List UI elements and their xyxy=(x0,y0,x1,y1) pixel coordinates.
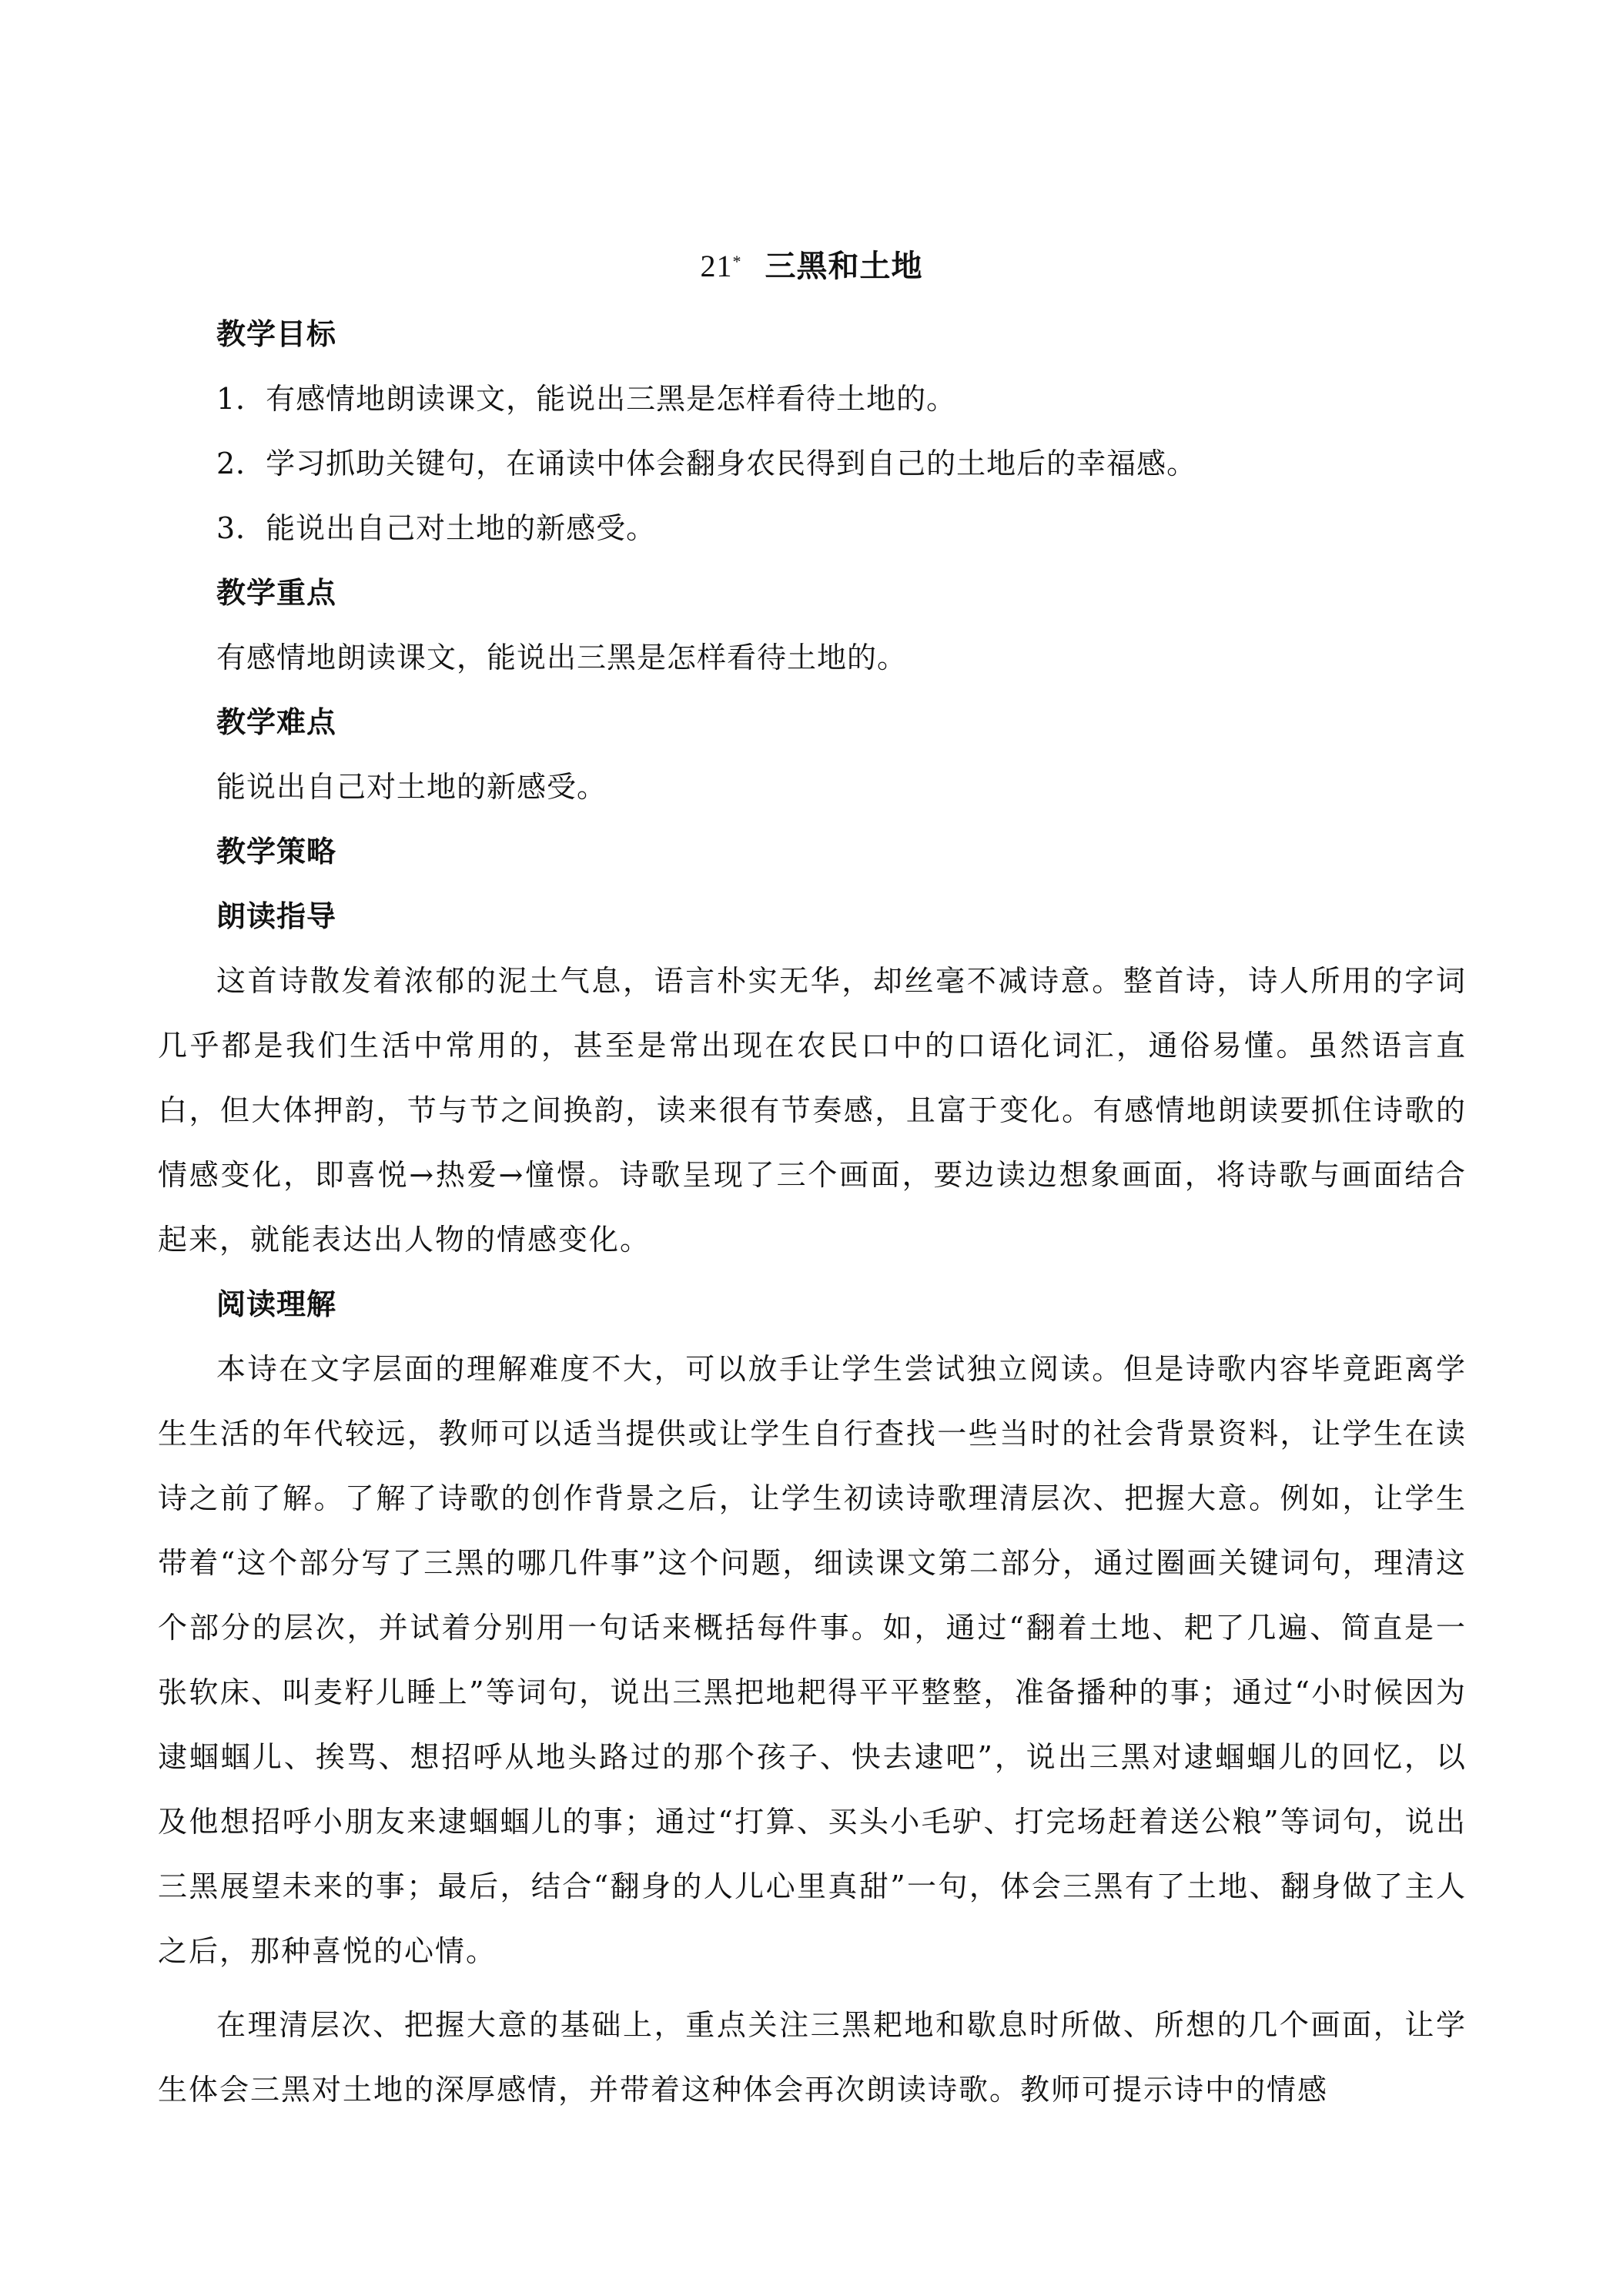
strategy-heading: 教学策略 xyxy=(216,835,337,869)
comprehension-heading: 阅读理解 xyxy=(216,1287,337,1321)
reading-guide-heading: 朗读指导 xyxy=(216,899,337,933)
goal-item: 1．有感情地朗读课文，能说出三黑是怎样看待土地的。 xyxy=(216,382,957,416)
optional-lesson-mark: * xyxy=(732,252,742,271)
comprehension-paragraph: 本诗在文字层面的理解难度不大，可以放手让学生尝试独立阅读。但是诗歌内容毕竟距离学生生活的年代较远，教师可以适当提供或让学生自行查找一些当时的社会背景资料，让学生在读诗之前了解。了解了诗歌的创作背景之后，让学生初读诗歌理清层次、把握大意。例如，让学生带着“这个部分写了三黑的哪几件事”这个问题，细读课文第二部分，通过圈画关键词句，理清这个部分的层次，并试着分别用一句话来概括每件事。如，通过“翻着土地、耙了几遍、简直是一张软床、叫麦籽儿睡上”等词句，说出三黑把地耙得平平整整，准备播种的事；通过“小时候因为逮蝈蝈儿、挨骂、想招呼从地头路过的那个孩子、快去逮吧”，说出三黑对逮蝈蝈儿的回忆，以及他想招呼小朋友来逮蝈蝈儿的事；通过“打算、买头小毛驴、打完场赶着送公粮”等词句，说出三黑展望未来的事；最后，结合“翻身的人儿心里真甜”一句，体会三黑有了土地、翻身做了主人之后，那种喜悦的心情。 xyxy=(158,1352,1467,1968)
key-points-text: 有感情地朗读课文，能说出三黑是怎样看待土地的。 xyxy=(216,641,908,674)
goal-item: 2．学习抓助关键句，在诵读中体会翻身农民得到自己的土地后的幸福感。 xyxy=(216,447,1197,480)
document-body xyxy=(158,302,1467,2122)
goals-heading: 教学目标 xyxy=(216,317,337,351)
difficulty-heading: 教学难点 xyxy=(216,705,337,739)
difficulty-text: 能说出自己对土地的新感受。 xyxy=(216,770,607,804)
lesson-title-text: 三黑和土地 xyxy=(765,249,923,284)
key-points-heading: 教学重点 xyxy=(216,576,337,610)
reading-guide-paragraph: 这首诗散发着浓郁的泥土气息，语言朴实无华，却丝毫不减诗意。整首诗，诗人所用的字词几乎都是我们生活中常用的，甚至是常出现在农民口中的口语化词汇，通俗易懂。虽然语言直白，但大体押韵，节与节之间换韵，读来很有节奏感，且富于变化。有感情地朗读要抓住诗歌的情感变化，即喜悦→热爱→憧憬。诗歌呈现了三个画面，要边读边想象画面，将诗歌与画面结合起来，就能表达出人物的情感变化。 xyxy=(158,964,1467,1257)
comprehension-paragraph: 在理清层次、把握大意的基础上，重点关注三黑耙地和歇息时所做、所想的几个画面，让学生体会三黑对土地的深厚感情，并带着这种体会再次朗读诗歌。教师可提示诗中的情感 xyxy=(158,2008,1467,2107)
lesson-number: 21 xyxy=(700,249,733,283)
lesson-title xyxy=(0,248,1623,285)
goal-item: 3．能说出自己对土地的新感受。 xyxy=(216,511,657,545)
